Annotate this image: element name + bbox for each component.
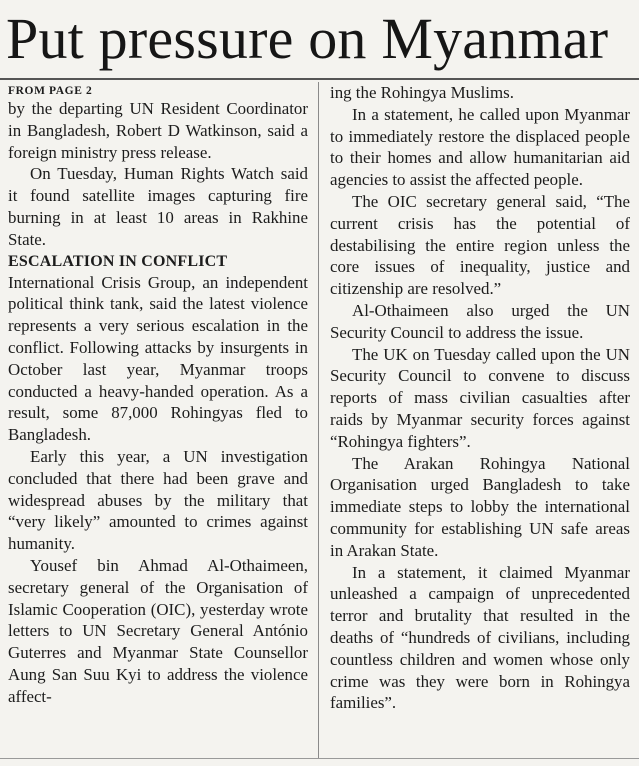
paragraph: Early this year, a UN investigation concluded that there had been grave and widespread abuses by the military that “very likely” amounted to crimes against humanity. bbox=[8, 446, 308, 554]
paragraph: by the departing UN Resident Coordinator in Bangladesh, Robert D Watkinson, said a foreign ministry press release. bbox=[8, 99, 308, 162]
kicker-from-page: FROM PAGE 2 bbox=[8, 85, 93, 97]
headline-rule bbox=[0, 78, 639, 80]
paragraph: The Arakan Rohingya National Organisation urged Bangladesh to take immediate steps to lobby the international community for establishing UN safe areas in Arakan State. bbox=[330, 453, 630, 560]
section-subhead: ESCALATION IN CONFLICT bbox=[8, 252, 228, 270]
paragraph: ing the Rohingya Muslims. bbox=[330, 83, 514, 102]
paragraph: Yousef bin Ahmad Al-Othaimeen, secretary general of the Organisation of Islamic Cooperation (OIC), yesterday wrote letters to UN Secretary General António Guterres and Myanmar State Counsellor Aung San Suu Kyi to address the violence affect- bbox=[8, 555, 308, 706]
right-column bbox=[330, 82, 630, 714]
headline: Put pressure on Myanmar bbox=[6, 6, 609, 71]
paragraph: The OIC secretary general said, “The current crisis has the potential of destabilising the entire region unless the core issues of inequality, justice and citizenship are resolved.” bbox=[330, 191, 630, 299]
paragraph: The UK on Tuesday called upon the UN Security Council to convene to discuss reports of mass civilian casualties after raids by Myanmar security forces against “Rohingya fighters”. bbox=[330, 344, 630, 451]
paragraph: In a statement, it claimed Myanmar unleashed a campaign of unprecedented terror and brutality that resulted in the deaths of “hundreds of civilians, including countless children and women whose only crime was they were born in Rohingya families”. bbox=[330, 562, 630, 713]
paragraph: Al-Othaimeen also urged the UN Security Council to address the issue. bbox=[330, 300, 630, 342]
paragraph: On Tuesday, Human Rights Watch said it found satellite images capturing fire burning in at least 10 areas in Rakhine State. bbox=[8, 164, 308, 249]
column-divider bbox=[318, 82, 319, 758]
bottom-rule bbox=[0, 758, 639, 759]
paragraph: In a statement, he called upon Myanmar to immediately restore the displaced people to their homes and allow humanitarian aid agencies to assist the affected people. bbox=[330, 104, 630, 190]
paragraph: International Crisis Group, an independent political think tank, said the latest violence represents a very serious escalation in the conflict. Following attacks by insurgents in October last year, Myanmar troops conducted a heavy-handed operation. As a result, some 87,000 Rohingyas fled to Bangladesh. bbox=[8, 272, 308, 445]
left-column bbox=[8, 82, 308, 708]
